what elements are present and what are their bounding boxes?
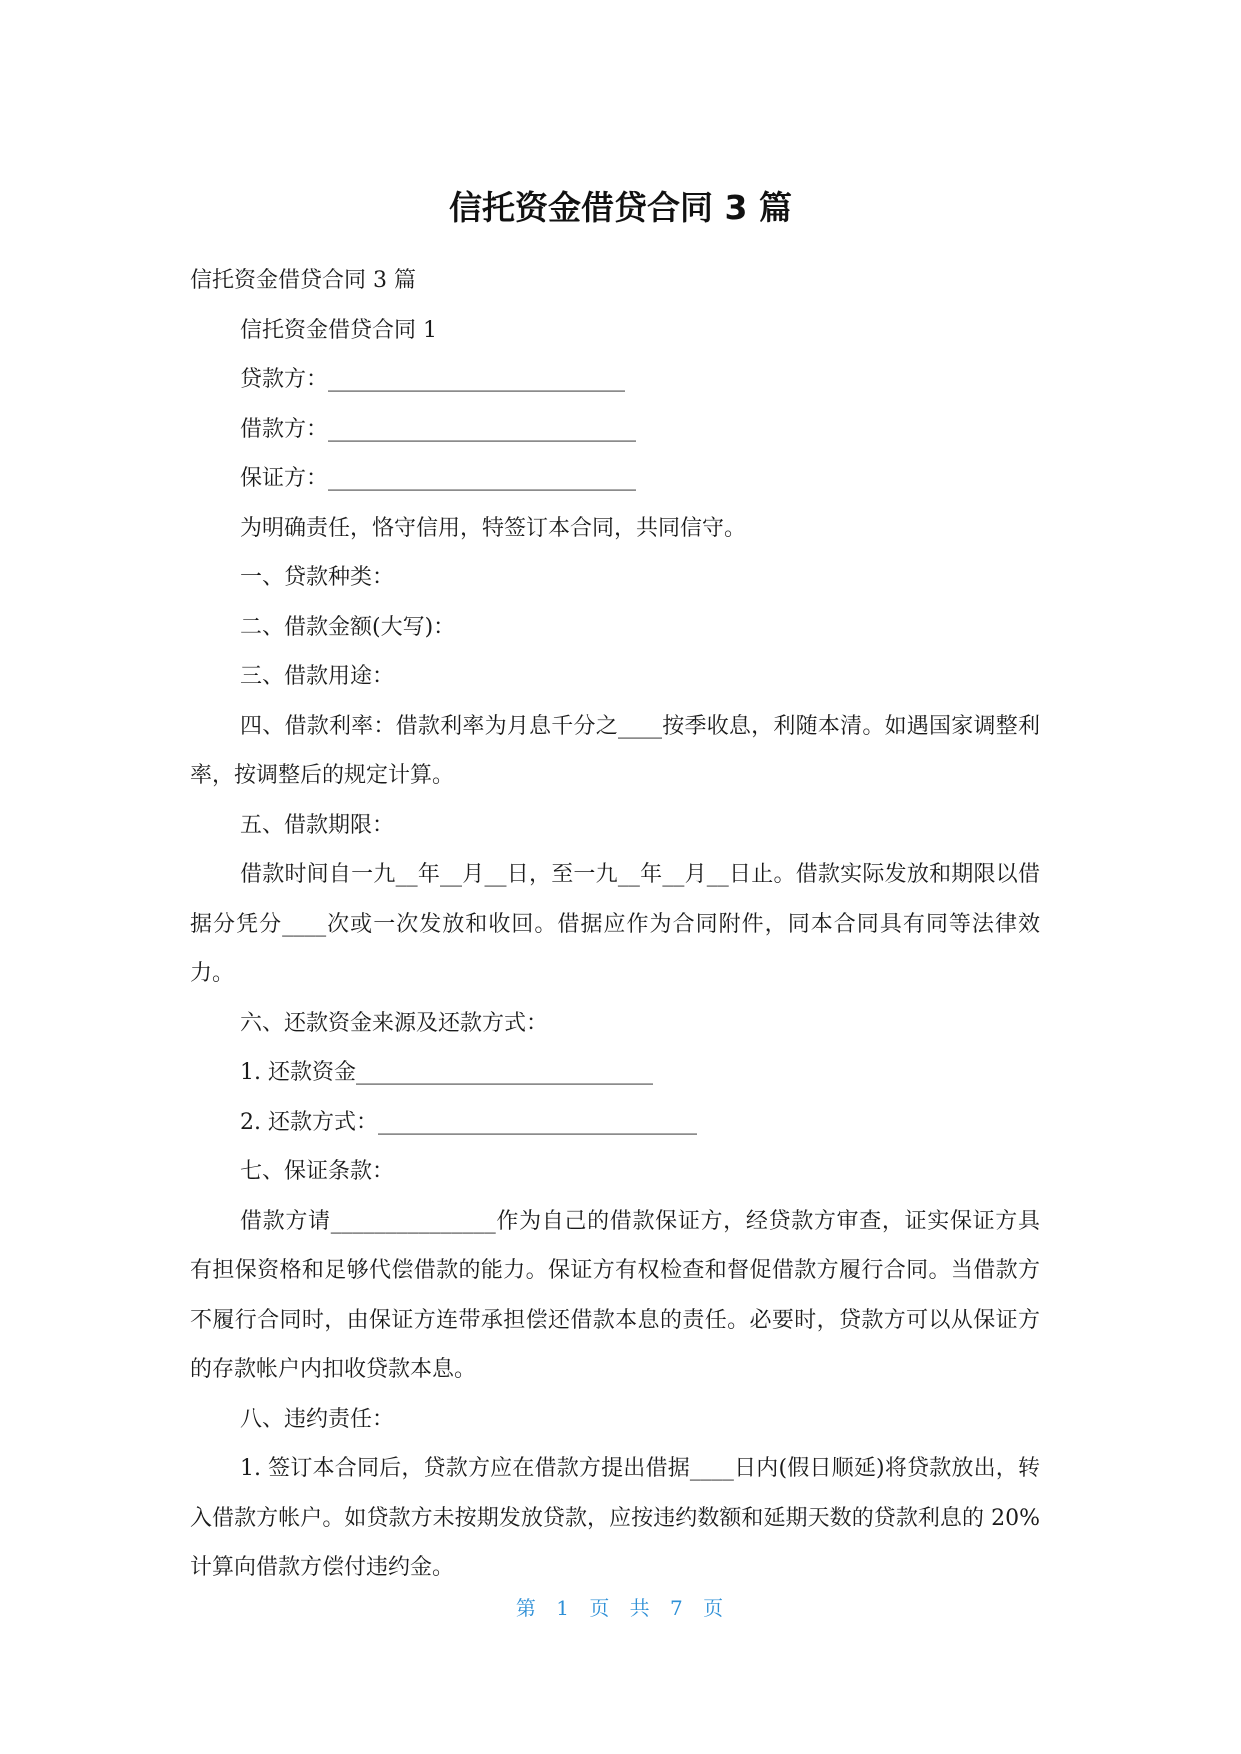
- paragraph: 七、保证条款：: [240, 1159, 395, 1184]
- paragraph: 借款方请_______________作为自己的借款保证方，经贷款方审查，证实保证方具有担保资格和足够代偿借款的能力。保证方有权检查和督促借款方履行合同。当借款方不履行合同时，由保证方连带承担偿还借款本息的责任。必要时，贷款方可以从保证方的存款帐户内扣收贷款本息。: [190, 1208, 1040, 1382]
- paragraph: 八、违约责任：: [240, 1406, 395, 1432]
- document-title: 信托资金借贷合同 3 篇: [449, 188, 792, 227]
- paragraph: 1. 签订本合同后，贷款方应在借款方提出借据____日内(假日顺延)将贷款放出，转入借款方帐户。如贷款方未按期发放贷款，应按违约数额和延期天数的贷款利息的 20%计算向借款方偿付违约金。: [190, 1456, 1040, 1580]
- paragraph: 信托资金借贷合同 3 篇: [190, 268, 416, 293]
- paragraph: 信托资金借贷合同 1: [240, 317, 437, 343]
- paragraph: 借款方：____________________________: [240, 416, 637, 442]
- paragraph: 2. 还款方式：_____________________________: [240, 1109, 697, 1135]
- paragraph: 四、借款利率：借款利率为月息千分之____按季收息，利随本清。如遇国家调整利率，按调整后的规定计算。: [190, 713, 1040, 788]
- paragraph: 二、借款金额(大写)：: [240, 614, 456, 640]
- paragraph: 一、贷款种类：: [240, 565, 395, 590]
- paragraph: 三、借款用途：: [240, 664, 395, 689]
- paragraph: 五、借款期限：: [240, 812, 395, 838]
- paragraph: 借款时间自一九__年__月__日，至一九__年__月__日止。借款实际发放和期限以借据分凭分____次或一次发放和收回。借据应作为合同附件，同本合同具有同等法律效力。: [190, 862, 1040, 986]
- paragraph: 贷款方：___________________________: [240, 367, 626, 392]
- paragraph: 为明确责任，恪守信用，特签订本合同，共同信守。: [240, 515, 747, 541]
- paragraph: 保证方：____________________________: [240, 466, 637, 491]
- page-number-footer: 第 1 页 共 7 页: [515, 1596, 726, 1620]
- paragraph: 1. 还款资金___________________________: [240, 1060, 653, 1085]
- paragraph: 六、还款资金来源及还款方式：: [240, 1010, 549, 1036]
- document-body: [190, 256, 1040, 1593]
